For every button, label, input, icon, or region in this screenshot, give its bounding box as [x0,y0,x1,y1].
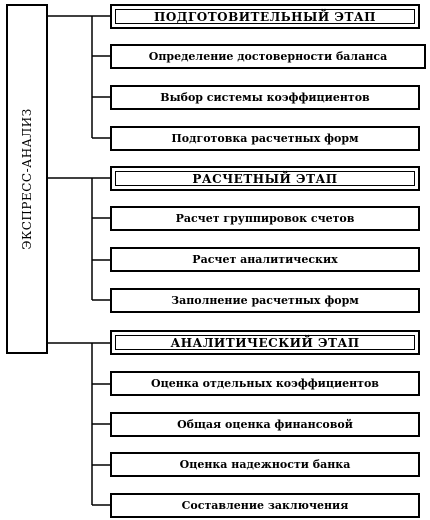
stage-calculation-header: РАСЧЕТНЫЙ ЭТАП [110,166,420,191]
stage-3-item-1: Оценка отдельных коэффициентов [110,371,420,396]
stage-1-item-3: Подготовка расчетных форм [110,126,420,151]
stage-2-item-2: Расчет аналитических [110,247,420,272]
stage-2-item-3: Заполнение расчетных форм [110,288,420,313]
stage-2-item-1: Расчет группировок счетов [110,206,420,231]
stage-preparatory-header: ПОДГОТОВИТЕЛЬНЫЙ ЭТАП [110,4,420,29]
stage-3-item-4: Составление заключения [110,493,420,518]
stage-3-item-3: Оценка надежности банка [110,452,420,477]
stage-3-item-2: Общая оценка финансовой [110,412,420,437]
stage-1-item-2: Выбор системы коэффициентов [110,85,420,110]
stage-analytical-header: АНАЛИТИЧЕСКИЙ ЭТАП [110,330,420,355]
root-label: ЭКСПРЕСС-АНАЛИЗ [20,108,34,250]
stage-1-item-1: Определение достоверности баланса [110,44,426,69]
root-box [6,4,48,354]
